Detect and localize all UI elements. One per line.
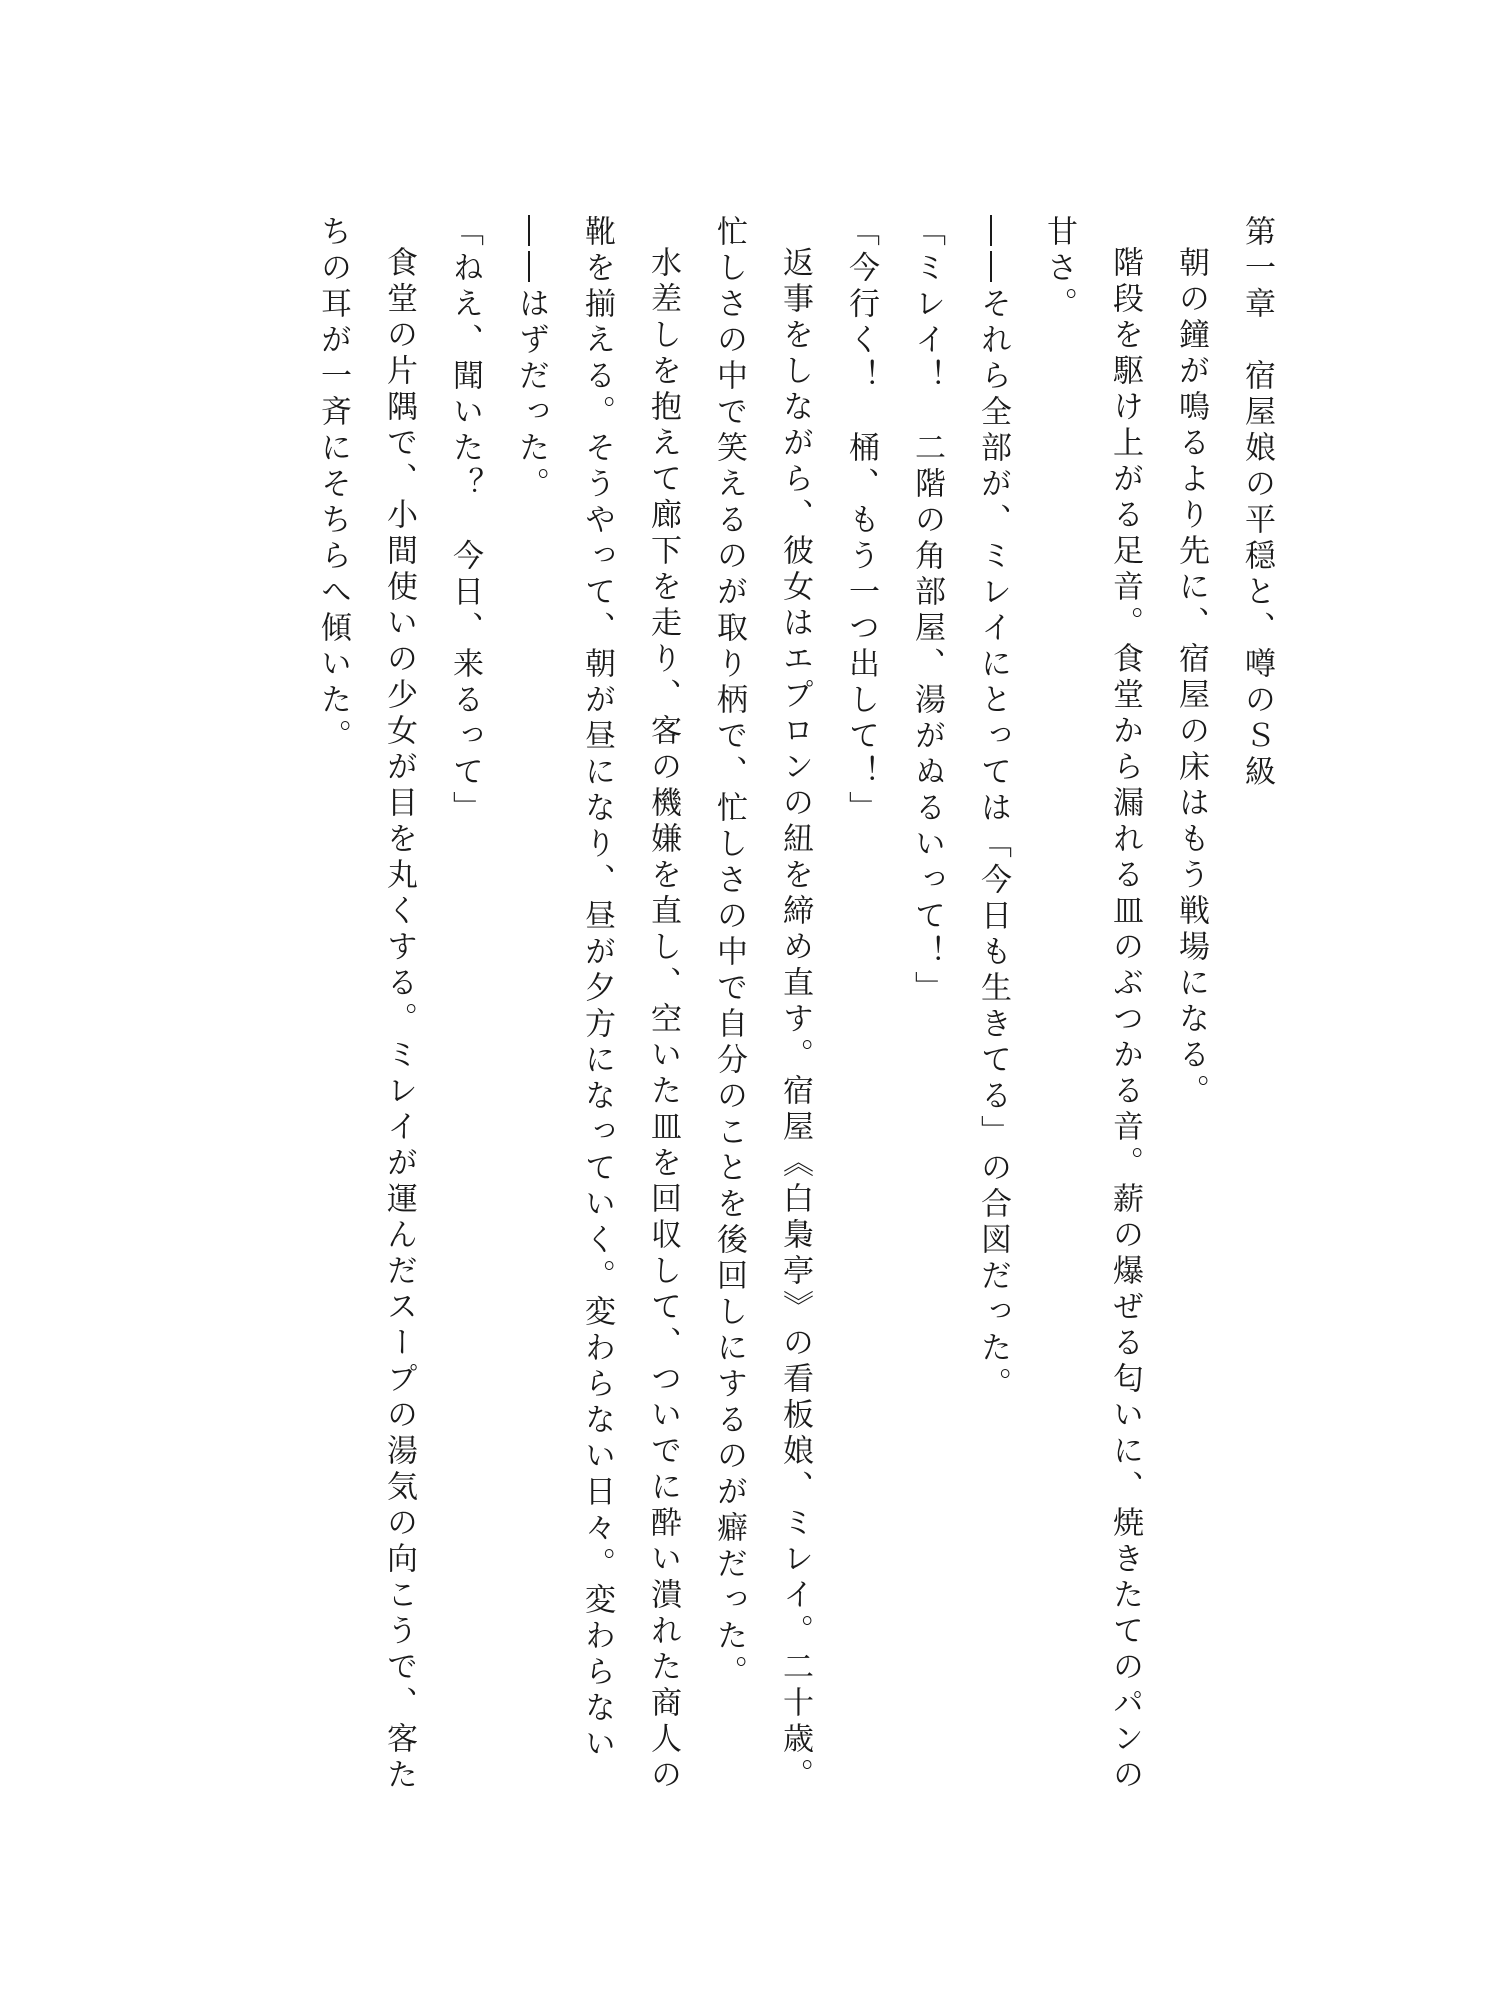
paragraph-6: 食堂の片隅で、小間使いの少女が目を丸くする。ミレイが運んだスープの湯気の向こうで、客たちの耳が一斉にそちらへ傾いた。 <box>315 215 417 1794</box>
paragraph-5: 水差しを抱えて廊下を走り、客の機嫌を直し、空いた皿を回収して、ついでに酔い潰れた商人の靴を揃える。そうやって、朝が昼になり、昼が夕方になっていく。変わらない日々。変わらない――はずだった。 <box>513 215 681 1794</box>
paragraph-1: 朝の鐘が鳴るより先に、宿屋の床はもう戦場になる。 <box>1173 246 1209 1110</box>
dialogue-1: 「ミレイ！ 二階の角部屋、湯がぬるいって！」 <box>909 215 945 1007</box>
dialogue-3: 「ねえ、聞いた？ 今日、来るって」 <box>447 215 483 827</box>
chapter-title: 第一章 宿屋娘の平穏と、噂のＳ級 <box>1239 215 1275 791</box>
dialogue-2: 「今行く！ 桶、もう一つ出して！」 <box>843 215 879 827</box>
paragraph-3: ――それら全部が、ミレイにとっては「今日も生きてる」の合図だった。 <box>975 215 1011 1403</box>
paragraph-4: 返事をしながら、彼女はエプロンの紐を締め直す。宿屋《白梟亭》の看板娘、ミレイ。二十歳。忙しさの中で笑えるのが取り柄で、忙しさの中で自分のことを後回しにするのが癖だった。 <box>711 215 813 1794</box>
vertical-text-block <box>300 215 1290 1795</box>
paragraph-2: 階段を駆け上がる足音。食堂から漏れる皿のぶつかる音。薪の爆ぜる匂いに、焼きたてのパンの甘さ。 <box>1041 215 1143 1794</box>
